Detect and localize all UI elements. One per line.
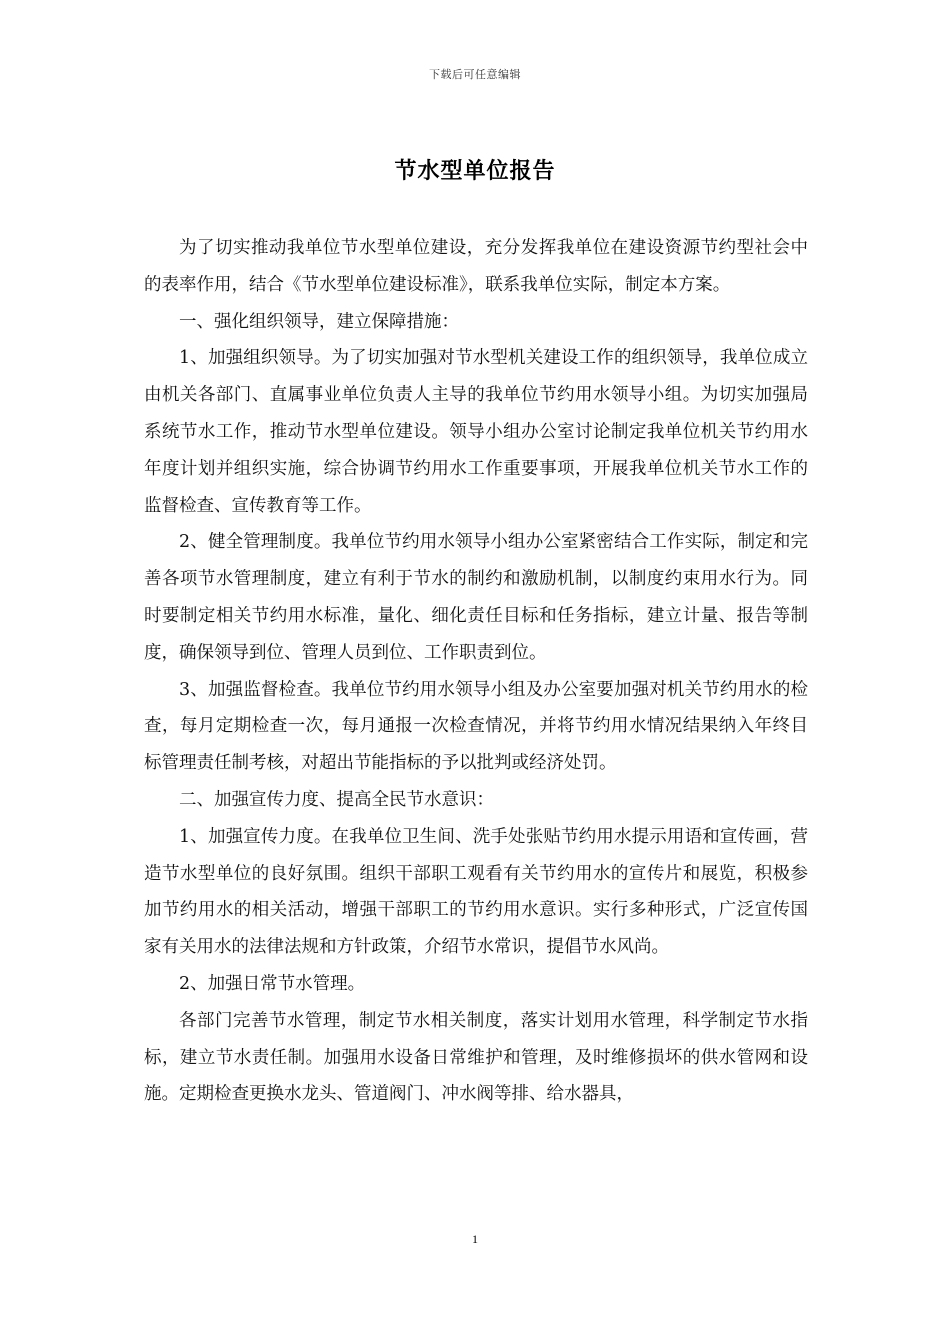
paragraph-2-1: 1、加强宣传力度。在我单位卫生间、洗手处张贴节约用水提示用语和宣传画，营造节水型单位的良好氛围。组织干部职工观看有关节约用水的宣传片和展览，积极参加节约用水的相关活动，增强干部职工的节约用水意识。实行多种形式，广泛宣传国家有关用水的法律法规和方针政策，介绍节水常识，提倡节水风尚。 — [144, 826, 808, 958]
page-number: 1 — [472, 1232, 478, 1246]
page-header: 下载后可任意编辑 — [429, 68, 521, 81]
paragraph-intro: 为了切实推动我单位节水型单位建设，充分发挥我单位在建设资源节约型社会中的表率作用，结合《节水型单位建设标准》，联系我单位实际，制定本方案。 — [144, 238, 808, 295]
paragraph-1-3: 3、加强监督检查。我单位节约用水领导小组及办公室要加强对机关节约用水的检查，每月定期检查一次，每月通报一次检查情况，并将节约用水情况结果纳入年终目标管理责任制考核，对超出节能指标的予以批判或经济处罚。 — [144, 679, 808, 774]
paragraph-2-2-body: 各部门完善节水管理，制定节水相关制度，落实计划用水管理，科学制定节水指标，建立节水责任制。加强用水设备日常维护和管理，及时维修损坏的供水管网和设施。定期检查更换水龙头、管道阀门、冲水阀等排、给水器具， — [144, 1010, 808, 1105]
section-heading-2: 二、加强宣传力度、提高全民节水意识： — [179, 789, 494, 810]
section-heading-1: 一、强化组织领导，建立保障措施： — [179, 311, 459, 332]
paragraph-1-1: 1、加强组织领导。为了切实加强对节水型机关建设工作的组织领导，我单位成立由机关各部门、直属事业单位负责人主导的我单位节约用水领导小组。为切实加强局系统节水工作，推动节水型单位建设。领导小组办公室讨论制定我单位机关节约用水年度计划并组织实施，综合协调节约用水工作重要事项，开展我单位机关节水工作的监督检查、宣传教育等工作。 — [144, 348, 808, 516]
document-body — [144, 230, 808, 1113]
paragraph-2-2-heading: 2、加强日常节水管理。 — [179, 973, 366, 994]
document-title: 节水型单位报告 — [394, 159, 556, 184]
paragraph-1-2: 2、健全管理制度。我单位节约用水领导小组办公室紧密结合工作实际，制定和完善各项节水管理制度，建立有利于节水的制约和激励机制，以制度约束用水行为。同时要制定相关节约用水标准，量化、细化责任目标和任务指标，建立计量、报告等制度，确保领导到位、管理人员到位、工作职责到位。 — [144, 532, 808, 663]
